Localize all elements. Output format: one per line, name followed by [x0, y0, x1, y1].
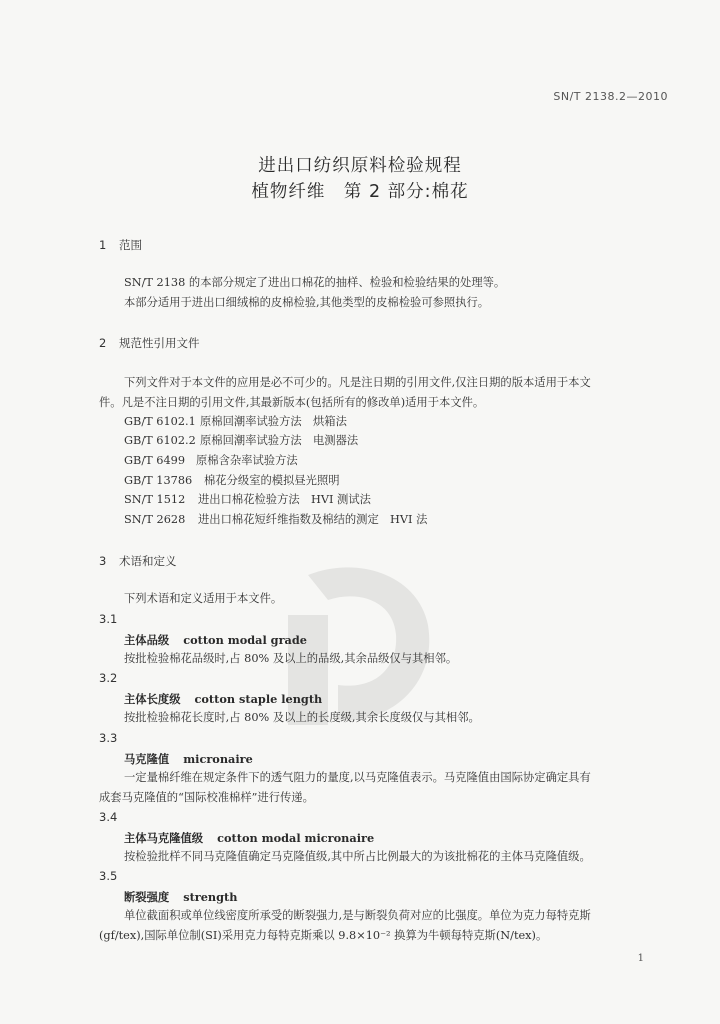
term-english: micronaire [183, 752, 253, 766]
reference-item [124, 454, 298, 468]
reference-item [124, 474, 340, 488]
term-chinese: 断裂强度 [124, 890, 170, 904]
term-definition: 按批检验棉花长度时,占 80% 及以上的长度级,其余长度级仅与其相邻。 [124, 711, 480, 724]
term-heading [124, 830, 374, 846]
section-number: 3 [99, 554, 107, 568]
term-english: cotton staple length [194, 692, 323, 706]
term-english: cotton modal micronaire [217, 831, 375, 845]
term-chinese: 主体品级 [124, 633, 170, 647]
page-number: 1 [637, 953, 644, 964]
term-definition: 成套马克隆值的“国际校准棉样”进行传递。 [99, 791, 314, 804]
reference-title: 原棉含杂率试验方法 [196, 454, 298, 467]
document-title-line1: 进出口纺织原料检验规程 [258, 156, 462, 176]
term-heading [124, 751, 253, 767]
reference-code: SN/T 2628 [124, 513, 186, 526]
term-chinese: 主体马克隆值级 [124, 831, 204, 845]
standard-code: SN/T 2138.2—2010 [553, 90, 668, 103]
term-number: 3.5 [99, 869, 118, 883]
reference-item [124, 513, 427, 527]
reference-title: 原棉回潮率试验方法 烘箱法 [200, 415, 347, 428]
term-english: strength [183, 890, 238, 904]
paragraph: 下列文件对于本文件的应用是必不可少的。凡是注日期的引用文件,仅注日期的版本适用于本文 [124, 376, 591, 389]
section-title: 规范性引用文件 [119, 336, 200, 350]
term-definition: 按检验批样不同马克隆值确定马克隆值级,其中所占比例最大的为该批棉花的主体马克隆值级。 [124, 850, 591, 863]
term-heading [124, 632, 307, 648]
reference-title: 进出口棉花检验方法 HVI 测试法 [198, 493, 371, 506]
reference-item [124, 434, 358, 448]
section-heading [99, 553, 177, 569]
section-heading [99, 335, 200, 351]
reference-item [124, 493, 371, 507]
section-title: 术语和定义 [119, 554, 177, 568]
paragraph: 件。凡是不注日期的引用文件,其最新版本(包括所有的修改单)适用于本文件。 [99, 396, 485, 409]
term-number: 3.3 [99, 731, 118, 745]
reference-title: 进出口棉花短纤维指数及棉结的测定 HVI 法 [198, 513, 428, 526]
term-number: 3.1 [99, 612, 118, 626]
reference-code: GB/T 6102.2 [124, 434, 196, 447]
term-chinese: 主体长度级 [124, 692, 181, 706]
paragraph: SN/T 2138 的本部分规定了进出口棉花的抽样、检验和检验结果的处理等。 [124, 276, 506, 289]
reference-title: 棉花分级室的模拟昼光照明 [204, 474, 340, 487]
reference-code: SN/T 1512 [124, 493, 186, 506]
reference-code: GB/T 13786 [124, 474, 193, 487]
term-definition: 单位截面积或单位线密度所承受的断裂强力,是与断裂负荷对应的比强度。单位为克力每特克斯 [124, 909, 591, 922]
reference-title: 原棉回潮率试验方法 电测器法 [200, 434, 359, 447]
paragraph: 下列术语和定义适用于本文件。 [124, 592, 283, 605]
term-chinese: 马克隆值 [124, 752, 170, 766]
paragraph: 本部分适用于进出口细绒棉的皮棉检验,其他类型的皮棉检验可参照执行。 [124, 296, 490, 309]
term-heading [124, 889, 237, 905]
section-title: 范围 [119, 238, 142, 252]
term-heading [124, 691, 322, 707]
section-heading [99, 237, 142, 253]
term-definition: 一定量棉纤维在规定条件下的透气阻力的量度,以马克隆值表示。马克隆值由国际协定确定具有 [124, 771, 591, 784]
term-number: 3.2 [99, 671, 118, 685]
term-number: 3.4 [99, 810, 118, 824]
term-definition: (gf/tex),国际单位制(SI)采用克力每特克斯乘以 9.8×10⁻² 换算为牛顿每特克斯(N/tex)。 [99, 929, 548, 942]
reference-item [124, 415, 347, 429]
term-definition: 按批检验棉花品级时,占 80% 及以上的品级,其余品级仅与其相邻。 [124, 652, 458, 665]
document-title-line2: 植物纤维 第 2 部分:棉花 [251, 182, 469, 202]
section-number: 1 [99, 238, 107, 252]
reference-code: GB/T 6499 [124, 454, 186, 467]
term-english: cotton modal grade [183, 633, 307, 647]
section-number: 2 [99, 336, 107, 350]
reference-code: GB/T 6102.1 [124, 415, 196, 428]
